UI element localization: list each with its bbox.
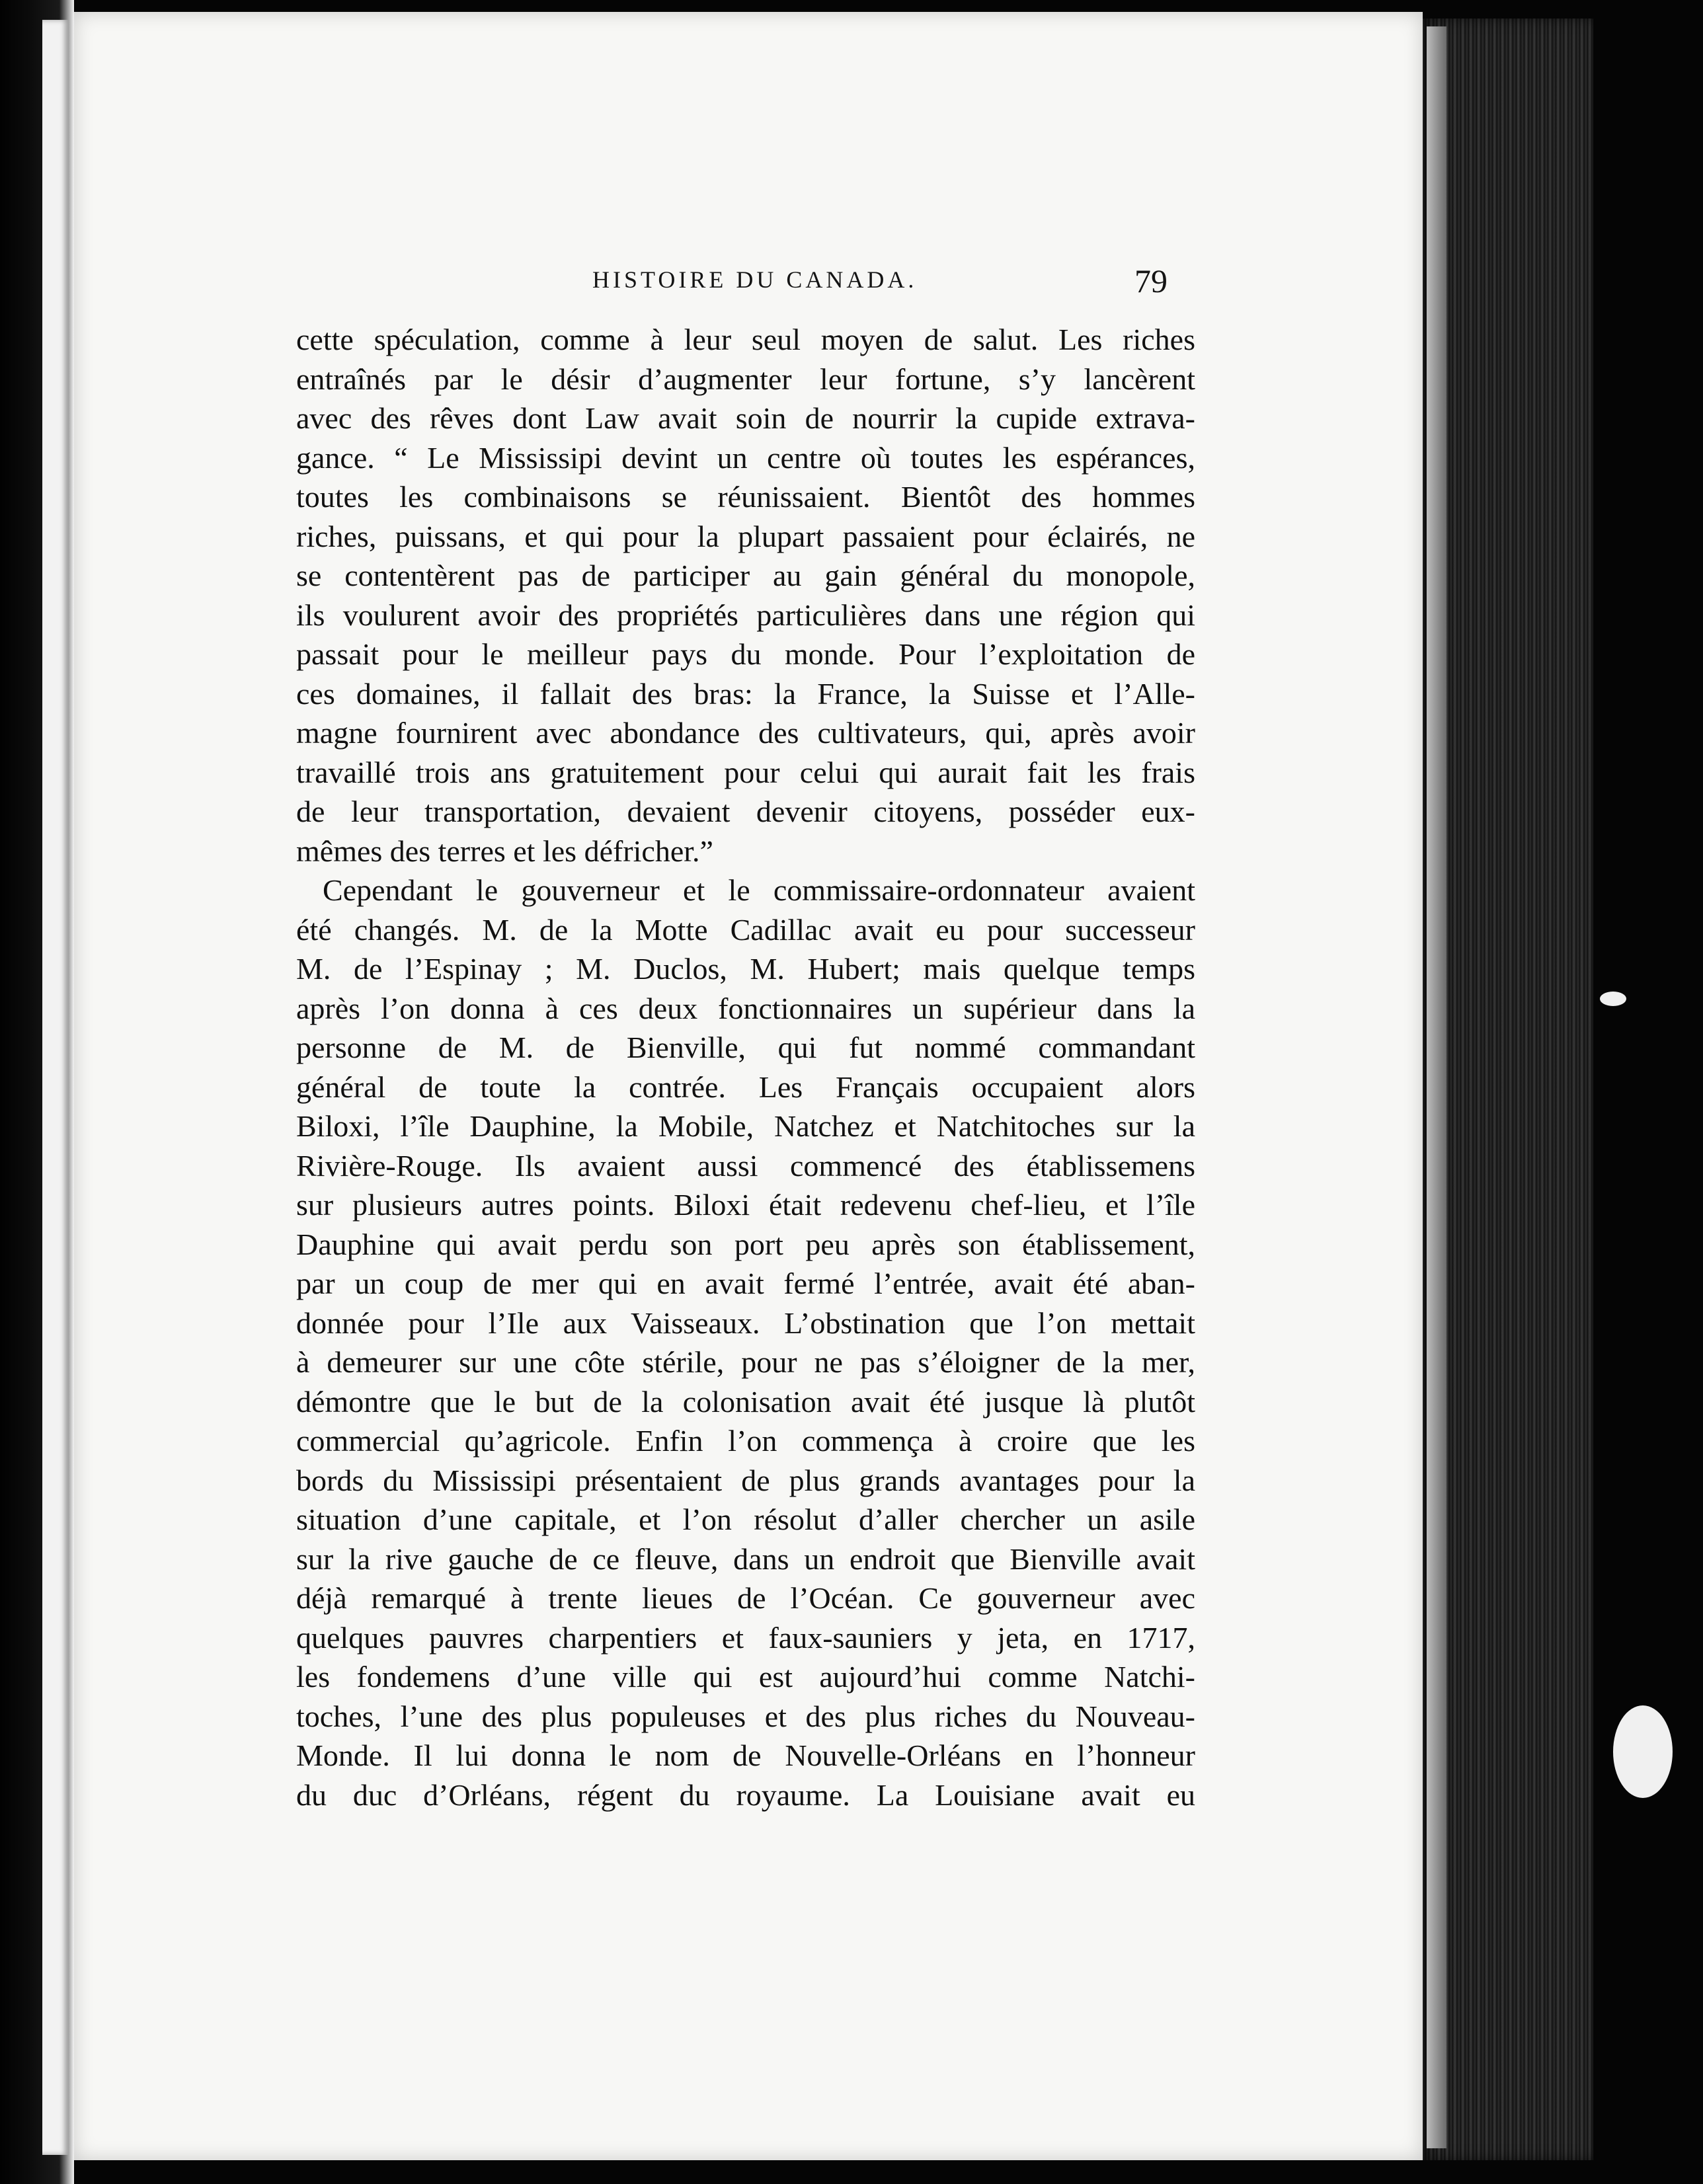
text-line: les fondemens d’une ville qui est aujourd’hui comme Natchi-: [296, 1660, 1195, 1694]
text-line: démontre que le but de la colonisation avait été jusque là plutôt: [296, 1384, 1195, 1419]
text-line: personne de M. de Bienville, qui fut nommé commandant: [296, 1031, 1195, 1064]
text-line: Cependant le gouverneur et le commissaire-ordonnateur avaient: [323, 873, 1195, 907]
paper-tear-spot-small: [1600, 992, 1626, 1006]
text-line: cette spéculation, comme à leur seul moyen de salut. Les riches: [296, 323, 1195, 356]
text-line: donnée pour l’Ile aux Vaisseaux. L’obstination que l’on mettait: [296, 1306, 1195, 1340]
text-line: entraînés par le désir d’augmenter leur fortune, s’y lancèrent: [296, 362, 1195, 396]
text-line: avec des rêves dont Law avait soin de nourrir la cupide extrava-: [296, 401, 1195, 435]
text-line: toutes les combinaisons se réunissaient. Bientôt des hommes: [296, 480, 1195, 514]
text-line: situation d’une capitale, et l’on résolut d’aller chercher un asile: [296, 1502, 1195, 1536]
text-line: travaillé trois ans gratuitement pour celui qui aurait fait les frais: [296, 755, 1195, 789]
text-line: mêmes des terres et les défricher.”: [296, 834, 713, 868]
text-line: magne fournirent avec abondance des cultivateurs, qui, après avoir: [296, 716, 1195, 750]
text-line: été changés. M. de la Motte Cadillac avait eu pour successeur: [296, 912, 1195, 947]
book-fore-edge: [1421, 19, 1593, 2160]
text-line: Dauphine qui avait perdu son port peu après son établissement,: [296, 1227, 1195, 1261]
text-line: sur plusieurs autres points. Biloxi était redevenu chef-lieu, et l’île: [296, 1188, 1195, 1222]
text-line: commercial qu’agricole. Enfin l’on commença à croire que les: [296, 1424, 1195, 1458]
text-line: sur la rive gauche de ce fleuve, dans un endroit que Bienville avait: [296, 1541, 1195, 1576]
text-line: riches, puissans, et qui pour la plupart passaient pour éclairés, ne: [296, 519, 1195, 553]
text-line: après l’on donna à ces deux fonctionnaires un supérieur dans la: [296, 991, 1195, 1025]
text-line: du duc d’Orléans, régent du royaume. La Louisiane avait eu: [296, 1777, 1195, 1812]
text-line: général de toute la contrée. Les Français occupaient alors: [296, 1070, 1195, 1104]
text-line: par un coup de mer qui en avait fermé l’entrée, avait été aban-: [296, 1267, 1195, 1300]
text-line: à demeurer sur une côte stérile, pour ne pas s’éloigner de la mer,: [296, 1345, 1195, 1379]
running-title: HISTOIRE DU CANADA.: [592, 266, 918, 293]
text-line: se contentèrent pas de participer au gain général du monopole,: [296, 559, 1195, 592]
text-line: passait pour le meilleur pays du monde. Pour l’exploitation de: [296, 637, 1195, 671]
text-line: bords du Mississipi présentaient de plus grands avantages pour la: [296, 1463, 1195, 1497]
text-line: Rivière-Rouge. Ils avaient aussi commencé des établissemens: [296, 1148, 1195, 1183]
left-page-strip: [42, 20, 69, 2155]
text-line: déjà remarqué à trente lieues de l’Océan. Ce gouverneur avec: [296, 1581, 1195, 1615]
text-line: ils voulurent avoir des propriétés particulières dans une région qui: [296, 598, 1195, 632]
text-line: de leur transportation, devaient devenir citoyens, posséder eux-: [296, 795, 1195, 828]
text-line: ces domaines, il fallait des bras: la France, la Suisse et l’Alle-: [296, 676, 1195, 711]
book-fore-edge-highlight: [1427, 26, 1446, 2148]
text-line: toches, l’une des plus populeuses et des plus riches du Nouveau-: [296, 1699, 1195, 1733]
text-line: quelques pauvres charpentiers et faux-sauniers y jeta, en 1717,: [296, 1620, 1195, 1655]
text-line: Biloxi, l’île Dauphine, la Mobile, Natchez et Natchitoches sur la: [296, 1109, 1195, 1143]
text-line: M. de l’Espinay ; M. Duclos, M. Hubert; mais quelque temps: [296, 952, 1195, 986]
text-line: Monde. Il lui donna le nom de Nouvelle-Orléans en l’honneur: [296, 1738, 1195, 1772]
body-text: [296, 320, 1195, 1814]
text-line: gance. “ Le Mississipi devint un centre où toutes les espérances,: [296, 440, 1195, 475]
page-number: 79: [1134, 262, 1168, 299]
paper-tear-spot: [1613, 1705, 1673, 1798]
